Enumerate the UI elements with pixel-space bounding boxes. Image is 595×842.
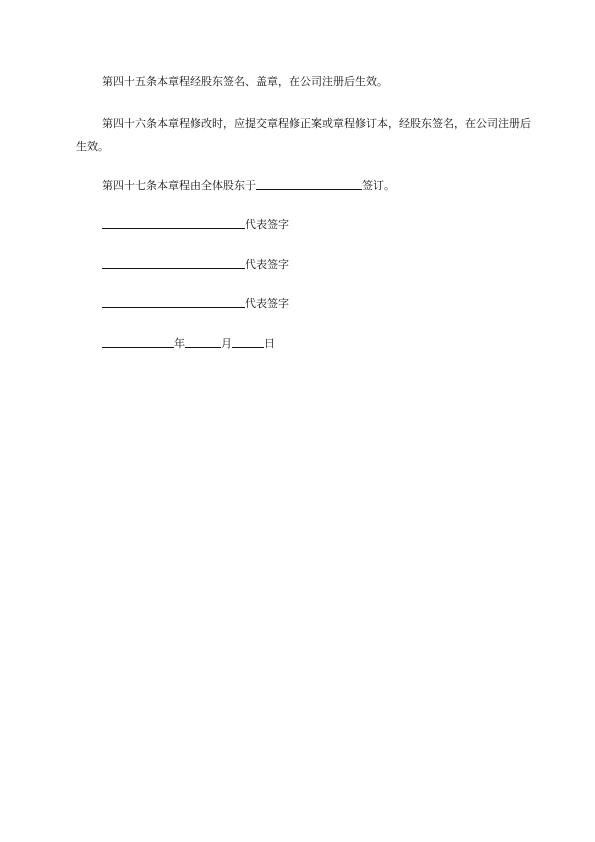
article-45-paragraph: 第四十五条本章程经股东签名、盖章，在公司注册后生效。 <box>102 75 388 88</box>
signature-line-3 <box>102 295 289 312</box>
date-line <box>102 335 275 352</box>
day-blank <box>232 335 264 348</box>
signature-blank <box>102 216 245 229</box>
signature-label: 代表签字 <box>245 218 289 231</box>
year-blank <box>102 335 174 348</box>
day-label: 日 <box>264 337 275 350</box>
article-46-paragraph: 第四十六条本章程修改时，应提交章程修正案或章程修订本，经股东签名，在公司注册后生效。 <box>76 117 531 153</box>
signature-line-1 <box>102 216 289 233</box>
signature-line-2 <box>102 256 289 273</box>
article-47-text-after: 签订。 <box>362 179 395 192</box>
signing-location-blank <box>256 177 362 190</box>
signature-blank <box>102 295 245 308</box>
article-47-paragraph <box>102 177 395 194</box>
month-label: 月 <box>221 337 232 350</box>
year-label: 年 <box>174 337 185 350</box>
article-47-text-before: 第四十七条本章程由全体股东于 <box>102 179 256 192</box>
signature-label: 代表签字 <box>245 297 289 310</box>
month-blank <box>185 335 221 348</box>
signature-blank <box>102 256 245 269</box>
signature-label: 代表签字 <box>245 258 289 271</box>
